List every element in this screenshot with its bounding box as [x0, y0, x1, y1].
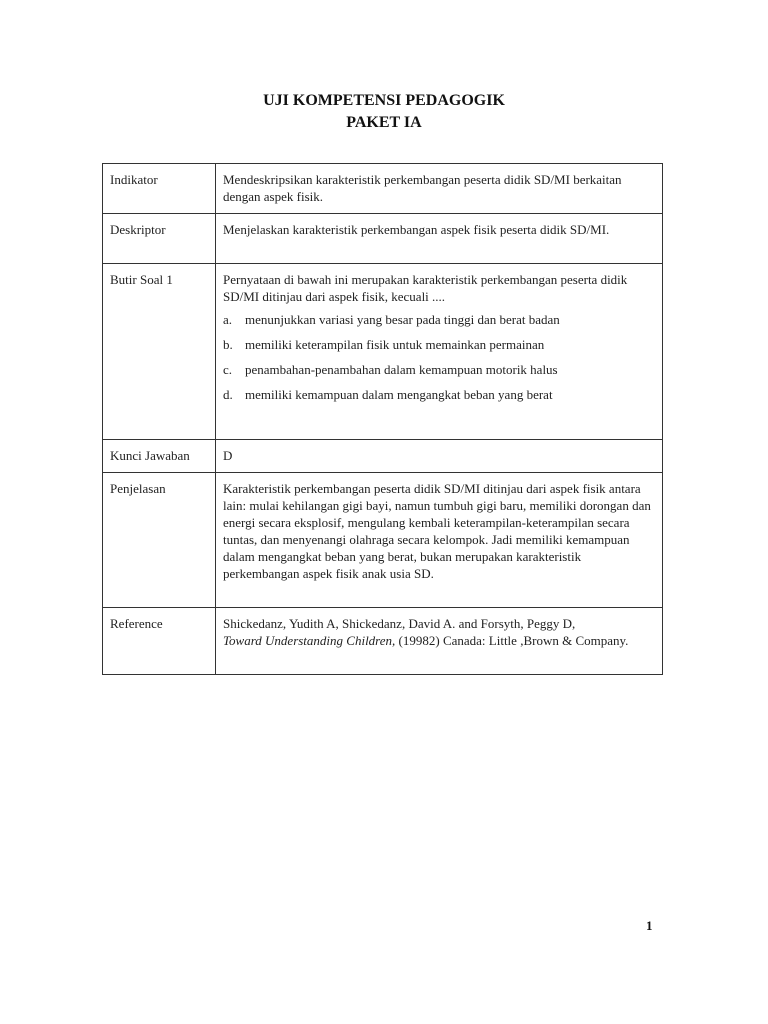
row-butir-soal	[103, 264, 663, 440]
row-deskriptor	[103, 214, 663, 264]
label-butir-soal: Butir Soal 1	[103, 264, 216, 440]
row-kunci-jawaban	[103, 440, 663, 473]
value-penjelasan: Karakteristik perkembangan peserta didik SD/MI ditinjau dari aspek fisik antara lain: mulai kehilangan gigi bayi, namun tumbuh gigi baru, memiliki dorongan dan energi secara eksplosif, mengulang kembali keterampilan-keterampilan secara tuntas, dan menyenangi olahraga secara kelompok. Jadi memiliki kemampuan dalam mengangkat beban yang berat, bukan merupakan karakteristik perkembangan aspek fisik anak usia SD.	[216, 473, 663, 608]
label-indikator: Indikator	[103, 164, 216, 214]
label-deskriptor: Deskriptor	[103, 214, 216, 264]
option-text: memiliki keterampilan fisik untuk memainkan permainan	[245, 337, 545, 352]
reference-publication: (19982) Canada: Little ,Brown & Company.	[395, 633, 629, 648]
value-indikator: Mendeskripsikan karakteristik perkembangan peserta didik SD/MI berkaitan dengan aspek fisik.	[216, 164, 663, 214]
question-text: Pernyataan di bawah ini merupakan karakteristik perkembangan peserta didik SD/MI ditinjau dari aspek fisik, kecuali ....	[223, 272, 628, 304]
option-d	[223, 386, 655, 403]
question-table	[102, 163, 663, 675]
value-butir-soal	[216, 264, 663, 440]
value-deskriptor: Menjelaskan karakteristik perkembangan aspek fisik peserta didik SD/MI.	[216, 214, 663, 264]
row-indikator	[103, 164, 663, 214]
label-reference: Reference	[103, 608, 216, 675]
reference-authors: Shickedanz, Yudith A, Shickedanz, David A. and Forsyth, Peggy D,	[223, 616, 576, 631]
reference-book-title: Toward Understanding Children,	[223, 633, 396, 648]
option-text: menunjukkan variasi yang besar pada tinggi dan berat badan	[245, 312, 560, 327]
row-reference	[103, 608, 663, 675]
option-a	[223, 311, 655, 328]
document-title: UJI KOMPETENSI PEDAGOGIK	[263, 92, 505, 109]
option-text: memiliki kemampuan dalam mengangkat beban yang berat	[245, 387, 553, 402]
label-penjelasan: Penjelasan	[103, 473, 216, 608]
option-letter: a.	[223, 312, 233, 327]
value-kunci-jawaban: D	[216, 440, 663, 473]
option-b	[223, 336, 655, 353]
label-kunci-jawaban: Kunci Jawaban	[103, 440, 216, 473]
answer-options	[223, 311, 655, 403]
option-c	[223, 361, 655, 378]
page-number: 1	[646, 918, 653, 933]
option-letter: d.	[223, 387, 233, 402]
option-letter: c.	[223, 362, 233, 377]
row-penjelasan	[103, 473, 663, 608]
value-reference	[216, 608, 663, 675]
option-letter: b.	[223, 337, 233, 352]
option-text: penambahan-penambahan dalam kemampuan motorik halus	[245, 362, 558, 377]
document-subtitle: PAKET IA	[346, 114, 422, 131]
